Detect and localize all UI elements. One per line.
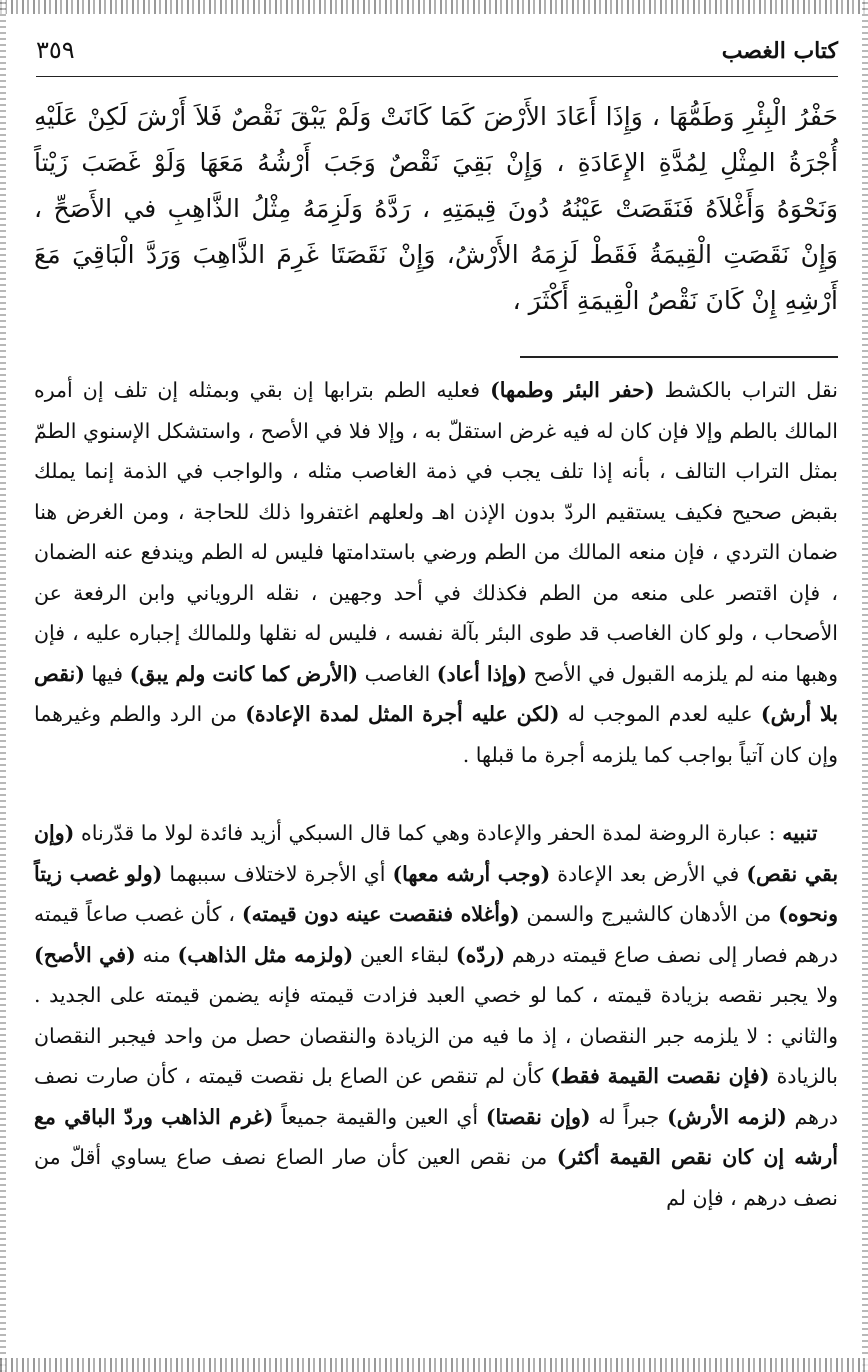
quoted-matn: (وأغلاه فنقصت عينه دون قيمته) bbox=[241, 902, 520, 926]
sharh-text: من الرد والطم وغيرهما وإن كان آتياً بواجب كما يلزمه أجرة ما قبلها . bbox=[34, 702, 838, 767]
sharh-text: أي الأجرة لاختلاف سببهما bbox=[162, 861, 393, 886]
quoted-matn: (غرم الذاهب وردّ الباقي مع أرشه إن كان نقص القيمة أكثر) bbox=[34, 1104, 838, 1169]
matn-text-block bbox=[34, 94, 838, 324]
quoted-matn: (في الأصح) bbox=[34, 942, 136, 967]
sharh-text: فيها bbox=[84, 661, 130, 686]
sharh-paragraph-2 bbox=[34, 813, 838, 1218]
sharh-text: جبراً له bbox=[590, 1104, 668, 1129]
page-header bbox=[36, 36, 838, 77]
sharh-text: ولا يجبر نقصه بزيادة قيمته ، كما لو خصي العبد فزادت قيمته فإنه يضمن قيمته على الجديد . والثاني : لا يلزمه جبر النقصان ، إذ ما فيه من الزيادة والنقصان حصل من واحد فيجبر النقصان بالزيادة bbox=[34, 983, 838, 1088]
matn-paragraph: حَفْرُ الْبِئْرِ وَطَمُّهَا ، وَإِذَا أَعَادَ الأَرْضَ كَمَا كَانَتْ وَلَمْ يَبْقَ نَقْصٌ فَلاَ أَرْشَ لَكِنْ عَلَيْهِ أُجْرَةُ المِثْلِ لِمُدَّةِ الإِعَادَةِ ، وَإِنْ بَقِيَ نَقْصٌ وَجَبَ أَرْشُهُ مَعَهَا وَلَوْ غَصَبَ زَيْتاً وَنَحْوَهُ وَأَغْلاَهُ فَنَقَصَتْ عَيْنُهُ دُونَ قِيمَتِهِ ، رَدَّهُ وَلَزِمَهُ مِثْلُ الذَّاهِبِ في الأَصَحِّ ، وَإِنْ نَقَصَتِ الْقِيمَةُ فَقَطْ لَزِمَهُ الأَرْشُ، وَإِنْ نَقَصَتَا غَرِمَ الذَّاهِبَ وَرَدَّ الْبَاقِيَ مَعَ أَرْشِهِ إِنْ كَانَ نَقْصُ الْقِيمَةِ أَكْثَرَ ، bbox=[34, 102, 838, 315]
quoted-matn: (ولزمه مثل الذاهب) bbox=[177, 942, 354, 967]
quoted-matn: (الأرض كما كانت ولم يبق) bbox=[129, 661, 359, 686]
quoted-matn: (فإن نقصت القيمة فقط) bbox=[550, 1064, 770, 1088]
sharh-text: في الأرض بعد الإعادة bbox=[550, 861, 747, 886]
sharh-text: من نقص العين كأن صار الصاع نصف صاع يساوي أقلّ من نصف درهم ، فإن لم bbox=[34, 1145, 838, 1210]
quoted-matn: (وإن نقصتا) bbox=[485, 1104, 591, 1129]
sharh-paragraph-1 bbox=[34, 370, 838, 775]
quoted-matn: (وإن بقي نقص) bbox=[34, 821, 839, 886]
sharh-text: منه bbox=[135, 942, 178, 967]
sharh-text: كأن لم تنقص عن الصاع بل نقصت قيمته ، كأن صارت نصف درهم bbox=[34, 1064, 839, 1129]
footnote-separator bbox=[520, 356, 838, 358]
quoted-matn: (ردّه) bbox=[455, 942, 506, 967]
sharh-text: : عبارة الروضة لمدة الحفر والإعادة وهي كما قال السبكي أزيد فائدة لولا ما قدّرناه bbox=[74, 821, 783, 845]
page-number: ٣٥٩ bbox=[36, 36, 75, 64]
ornamental-border-bottom bbox=[0, 1358, 868, 1372]
sharh-text: عليه لعدم الموجب له bbox=[559, 702, 761, 726]
ornamental-border-top bbox=[0, 0, 868, 14]
quoted-matn: (لكن عليه أجرة المثل لمدة الإعادة) bbox=[245, 702, 560, 726]
sharh-text: فعليه الطم بترابها إن بقي وبمثله إن تلف إن أمره المالك بالطم وإلا فإن كان له فيه غرض استقلّ به ، وإلا فلا في الأصح ، واستشكل الإسنوي الطمّ بمثل التراب التالف ، بأنه إذا تلف يجب في ذمة الغاصب مثله ، والواجب في الذمة إنما يملك بقبض صحيح فكيف يستقيم الردّ بدون الإذن اهـ ولعلهم اغتفروا ذلك للحاجة ، ومن الغرض هنا ضمان التردي ، فإن منعه المالك من الطم ورضي باستدامتها فليس له الطم ويندفع عنه الضمان ، فإن اقتصر على منعه من الطم فكذلك في أحد وجهين ، نقله الروياني وابن الرفعة عن الأصحاب ، ولو كان الغاصب قد طوى البئر بآلة نفسه ، فليس له نقلها وللمالك إجباره عليه ، فإن وهبها منه لم يلزمه القبول في الأصح bbox=[34, 378, 838, 686]
quoted-matn: (وجب أرشه معها) bbox=[392, 861, 551, 886]
ornamental-border-left bbox=[0, 0, 6, 1372]
sharh-text: من الأدهان كالشيرج والسمن bbox=[519, 902, 779, 926]
sharh-text: أي العين والقيمة جميعاً bbox=[273, 1104, 486, 1129]
sharh-text: لبقاء العين bbox=[353, 942, 456, 967]
quoted-matn: (وإذا أعاد) bbox=[436, 661, 528, 686]
sharh-text: نقل التراب بالكشط bbox=[654, 378, 838, 402]
quoted-matn: (حفر البئر وطمها) bbox=[490, 378, 655, 402]
quoted-matn: (ولو غصب زيتاً ونحوه) bbox=[34, 861, 838, 926]
quoted-matn: (نقص بلا أرش) bbox=[34, 661, 838, 726]
ornamental-border-right bbox=[862, 0, 868, 1372]
sharh-text-block bbox=[34, 370, 838, 1218]
tanbih-label: تنبيه bbox=[782, 821, 818, 845]
quoted-matn: (لزمه الأرش) bbox=[667, 1104, 787, 1129]
sharh-text: الغاصب bbox=[358, 661, 437, 686]
sharh-text: ، كأن غصب صاعاً قيمته درهم فصار إلى نصف صاع قيمته درهم bbox=[34, 902, 839, 967]
book-title: كتاب الغصب bbox=[721, 38, 838, 64]
